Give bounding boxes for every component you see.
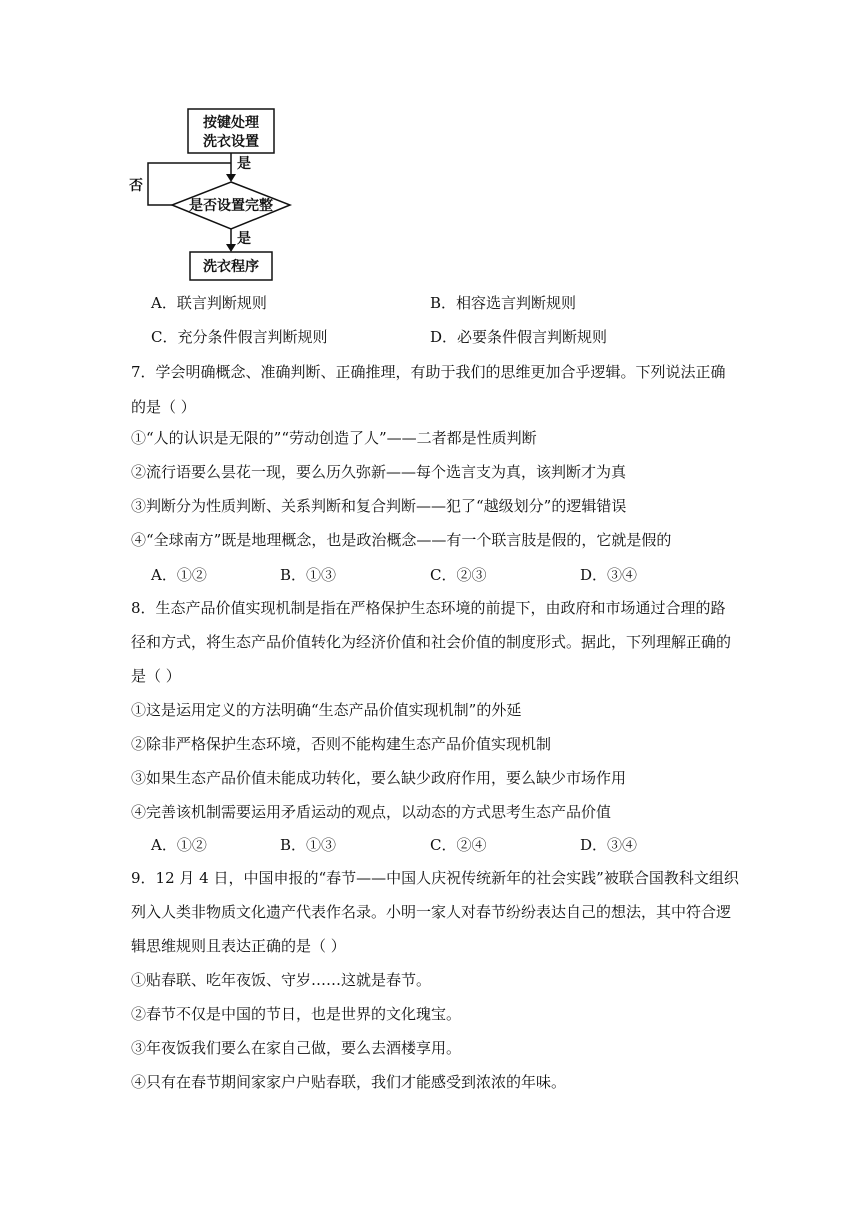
q7-item-3: ③判断分为性质判断、关系判断和复合判断——犯了“越级划分”的逻辑错误: [131, 497, 627, 515]
q9-item-2: ②春节不仅是中国的节日，也是世界的文化瑰宝。: [131, 1005, 462, 1023]
q6-option-a: A．联言判断规则: [151, 294, 267, 312]
q9-stem-line1: 9．12 月 4 日，中国申报的“春节——中国人庆祝传统新年的社会实践”被联合国教科文组织: [131, 869, 739, 887]
q9-item-1: ①贴春联、吃年夜饭、守岁……这就是春节。: [131, 971, 432, 989]
q7-stem-line1: 7．学会明确概念、准确判断、正确推理，有助于我们的思维更加合乎逻辑。下列说法正确: [131, 363, 726, 381]
q8-item-1: ①这是运用定义的方法明确“生态产品价值实现机制”的外延: [131, 701, 522, 719]
flowchart-label-yes-1: 是: [237, 156, 251, 172]
q7-stem-line2: 的是（ ）: [131, 398, 196, 416]
flowchart-label-no: 否: [129, 178, 143, 194]
q8-stem-line1: 8．生态产品价值实现机制是指在严格保护生态环境的前提下，由政府和市场通过合理的路: [131, 599, 726, 617]
q8-option-c: C．②④: [430, 836, 487, 854]
flowchart: [0, 0, 320, 290]
q7-item-4: ④“全球南方”既是地理概念，也是政治概念——有一个联言肢是假的，它就是假的: [131, 531, 672, 549]
flowchart-box-wash-label: 洗衣程序: [203, 259, 259, 275]
q8-option-b: B．①③: [280, 836, 337, 854]
q9-stem-line2: 列入人类非物质文化遗产代表作名录。小明一家人对春节纷纷表达自己的想法，其中符合逻: [131, 903, 732, 921]
q7-item-2: ②流行语要么昙花一现，要么历久弥新——每个选言支为真，该判断才为真: [131, 463, 627, 481]
q8-item-4: ④完善该机制需要运用矛盾运动的观点，以动态的方式思考生态产品价值: [131, 803, 612, 821]
q8-stem-line3: 是（ ）: [131, 667, 181, 685]
flowchart-box-settings-line2: 洗衣设置: [203, 134, 259, 150]
q9-stem-line3: 辑思维规则且表达正确的是（ ）: [131, 937, 346, 955]
q8-item-3: ③如果生态产品价值未能成功转化，要么缺少政府作用，要么缺少市场作用: [131, 769, 627, 787]
q7-item-1: ①“人的认识是无限的”“劳动创造了人”——二者都是性质判断: [131, 429, 537, 447]
flowchart-arrowhead-2: [226, 244, 236, 252]
q7-option-b: B．①③: [280, 566, 337, 584]
q8-option-a: A．①②: [151, 836, 207, 854]
q7-option-d: D．③④: [580, 566, 638, 584]
q8-option-d: D．③④: [580, 836, 638, 854]
q9-item-3: ③年夜饭我们要么在家自己做，要么去酒楼享用。: [131, 1039, 462, 1057]
q8-item-2: ②除非严格保护生态环境，否则不能构建生态产品价值实现机制: [131, 735, 552, 753]
q7-option-c: C．②③: [430, 566, 487, 584]
q6-option-b: B．相容选言判断规则: [430, 294, 577, 312]
q8-stem-line2: 径和方式，将生态产品价值转化为经济价值和社会价值的制度形式。据此，下列理解正确的: [131, 633, 732, 651]
q6-option-c: C．充分条件假言判断规则: [151, 328, 328, 346]
flowchart-arrowhead-1: [226, 174, 236, 182]
q6-option-d: D．必要条件假言判断规则: [430, 328, 608, 346]
q7-option-a: A．①②: [151, 566, 207, 584]
q9-item-4: ④只有在春节期间家家户户贴春联，我们才能感受到浓浓的年味。: [131, 1073, 567, 1091]
flowchart-box-settings-line1: 按键处理: [203, 115, 259, 131]
flowchart-decision-label: 是否设置完整: [189, 198, 273, 214]
flowchart-label-yes-2: 是: [237, 231, 251, 247]
